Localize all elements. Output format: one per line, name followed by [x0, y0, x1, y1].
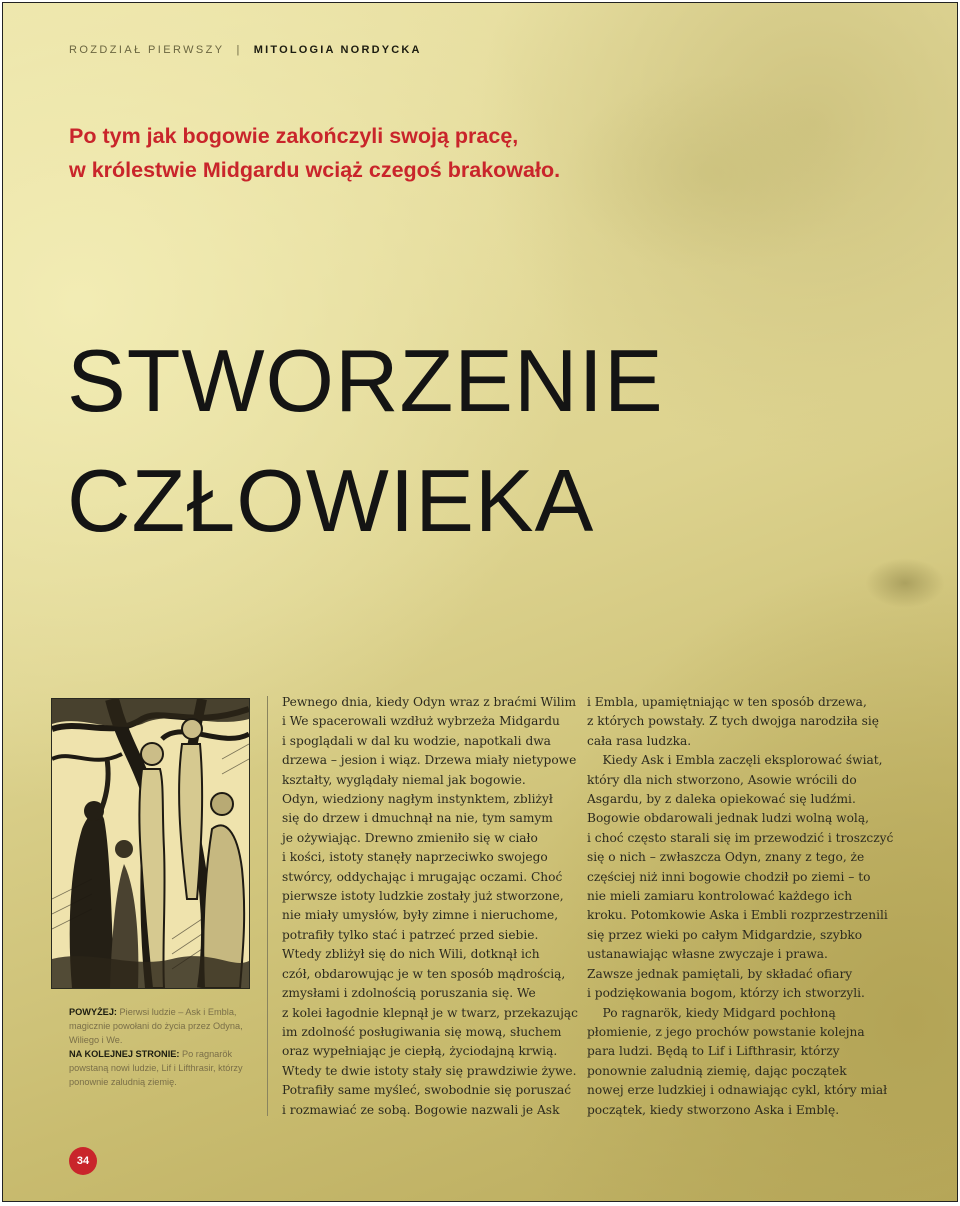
lead-line: Po tym jak bogowie zakończyli swoją pracę, [69, 124, 519, 148]
body-line: Pewnego dnia, kiedy Odyn wraz z braćmi Wilim [282, 695, 577, 709]
body-line: kroku. Potomkowie Aska i Embli rozprzestrzenili [587, 908, 888, 923]
paper-stain [865, 558, 945, 608]
body-line: Po ragnarök, kiedy Midgard pochłoną [587, 1005, 836, 1020]
body-line: Asgardu, by z daleka opiekować się ludźmi. [587, 792, 856, 807]
section-label: MITOLOGIA NORDYCKA [253, 44, 422, 56]
body-line: i We spacerowali wzdłuż wybrzeża Midgardu [282, 714, 560, 729]
chapter-label: ROZDZIAŁ PIERWSZY [69, 44, 225, 56]
body-line: Wtedy te dwie istoty stały się prawdziwie żywe. [282, 1063, 577, 1078]
body-line: zmysłami i zdolnością poruszania się. We [282, 986, 536, 1001]
image-caption [69, 1005, 249, 1089]
body-line: który dla nich stworzono, Asowie wrócili do [587, 772, 857, 787]
body-line: nie mieli zamiaru kontrolować każdego ich [587, 889, 853, 904]
running-head [69, 44, 422, 56]
body-line: stwórcy, oddychając i mrugając oczami. Choć [282, 869, 563, 884]
caption-label: POWYŻEJ: [69, 1007, 117, 1017]
body-line: i podziękowania bogom, którzy ich stworzyli. [587, 986, 865, 1001]
body-line: im zdolność posługiwania się mową, słuchem [282, 1024, 562, 1039]
title-line: STWORZENIE [67, 331, 664, 430]
body-line: Odyn, wiedziony nagłym instynktem, zbliżył [282, 792, 553, 807]
body-line: się do drzew i dmuchnął na nie, tym samym [282, 811, 553, 826]
body-line: ponownie zaludnią ziemię, dając początek [587, 1063, 847, 1078]
body-line: je ożywiając. Drewno zmieniło się w ciało [282, 830, 538, 845]
title-line: CZŁOWIEKA [67, 451, 595, 550]
body-line: kształty, wyglądały niemal jak bogowie. [282, 772, 526, 787]
body-column-1 [282, 693, 578, 1120]
body-line: para ludzi. Będą to Lif i Lifthrasir, którzy [587, 1044, 840, 1059]
body-line: czół, obdarowując je w ten sposób mądrością, [282, 966, 566, 981]
body-line: Kiedy Ask i Embla zaczęli eksplorować świat, [587, 753, 883, 768]
magazine-page [2, 2, 958, 1202]
body-line: cała rasa ludzka. [587, 733, 692, 748]
body-line: i choć często starali się im przewodzić i troszczyć [587, 830, 894, 845]
body-column-2 [587, 693, 894, 1120]
lead-line: w królestwie Midgardu wciąż czegoś brakowało. [69, 158, 561, 182]
body-line: i rozmawiać ze sobą. Bogowie nazwali je Ask [282, 1102, 560, 1117]
body-line: potrafiły tylko stać i patrzeć przed siebie. [282, 927, 539, 942]
body-line: z których powstały. Z tych dwojga narodziła się [587, 714, 879, 729]
article-title [67, 321, 664, 561]
engraving-illustration [51, 698, 250, 989]
body-line: Wtedy zbliżył się do nich Wili, dotknął ich [282, 947, 540, 962]
body-line: Bogowie obdarowali jednak ludzi wolną wolą, [587, 811, 869, 826]
lead-paragraph [69, 119, 689, 187]
body-line: się o nich – zwłaszcza Odyn, znany z tego, że [587, 850, 865, 865]
body-line: oraz wypełniając je ciepłą, życiodajną krwią. [282, 1044, 558, 1059]
body-line: nowej erze ludzkiej i odnawiając cykl, który miał [587, 1083, 888, 1098]
body-line: początek, kiedy stworzono Aska i Emblę. [587, 1102, 840, 1117]
page-number-badge: 34 [69, 1147, 97, 1175]
body-line: drzewa – jesion i wiąz. Drzewa miały nietypowe [282, 753, 577, 768]
body-line: płomienie, z jego prochów powstanie kolejna [587, 1024, 865, 1039]
body-line: Potrafiły same myśleć, swobodnie się poruszać [282, 1083, 572, 1098]
body-line: pierwsze istoty ludzkie zostały już stworzone, [282, 889, 564, 904]
body-line: z kolei łagodnie klepnął je w twarz, przekazując [282, 1005, 578, 1020]
running-head-separator: | [236, 44, 242, 56]
body-line: ustanawiając własne zwyczaje i prawa. [587, 947, 828, 962]
engraving-image [52, 699, 249, 988]
body-line: nie miały umysłów, były zimne i nieruchome, [282, 908, 559, 923]
caption-text: Pierwsi ludzie – Ask i Embla, magicznie powołani do życia przez Odyna, Wiliego i We. [69, 1007, 243, 1045]
body-line: Zawsze jednak pamiętali, by składać ofiary [587, 966, 853, 981]
body-line: i Embla, upamiętniając w ten sposób drzewa, [587, 695, 867, 709]
body-line: i kości, istoty stanęły naprzeciwko swojego [282, 850, 548, 865]
body-line: i spoglądali w dal ku wodzie, napotkali dwa [282, 733, 551, 748]
body-line: się przez wieki po całym Midgardzie, szybko [587, 927, 863, 942]
column-rule [267, 696, 268, 1116]
caption-label: NA KOLEJNEJ STRONIE: [69, 1049, 180, 1059]
caption-text: Po ragnarök powstaną nowi ludzie, Lif i Lifthrasir, którzy ponownie zaludnią ziemię. [69, 1049, 243, 1087]
body-line: częściej niż inni bogowie chodził po ziemi – to [587, 869, 871, 884]
